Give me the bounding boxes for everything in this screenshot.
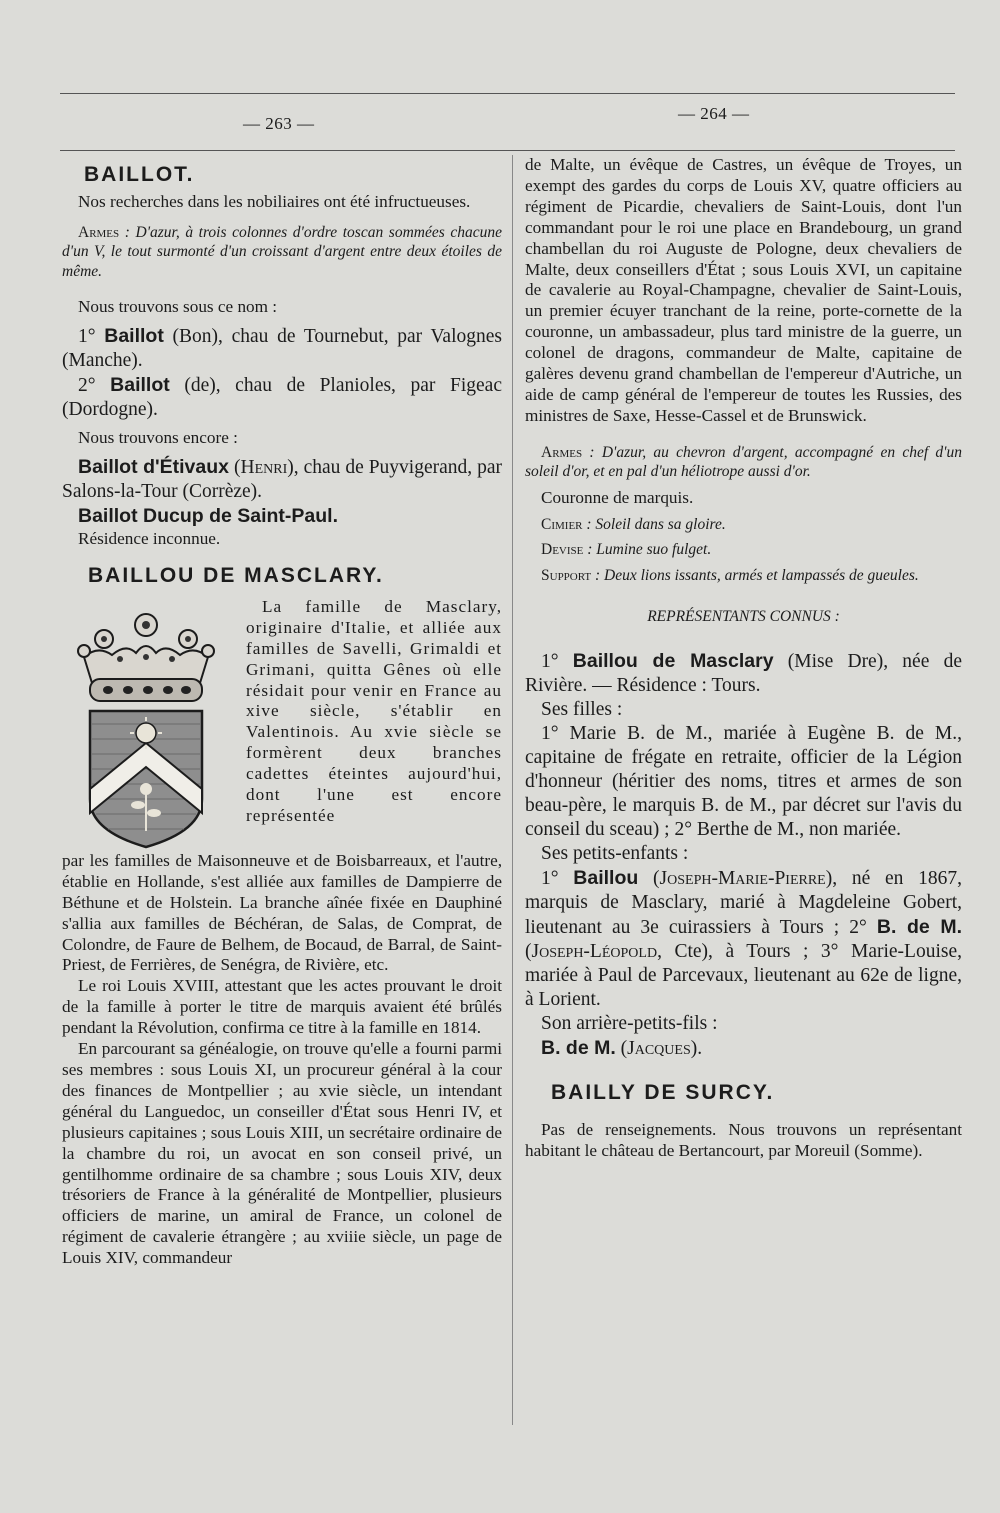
coat-of-arms-image	[62, 599, 240, 851]
heading-baillou: BAILLOU DE MASCLARY.	[88, 564, 384, 588]
baillot-found-2: Nous trouvons encore :	[78, 428, 238, 448]
baillou-para-1: La famille de Masclary, originaire d'Italie, et alliée aux familles de Savelli, Grimaldi et Grimani, quitta Gênes où elle résidait pour venir en France au xive siècle, s'établir en Valentinois. Au xvie siècle se formèrent deux branches cadettes éteintes aujourd'hui, dont l'une est encore représentée	[246, 596, 502, 825]
baillou-cimier: Cimier : Soleil dans sa gloire.	[541, 515, 726, 533]
heading-baillot: BAILLOT.	[84, 163, 195, 186]
representants-title: REPRÉSENTANTS CONNUS :	[647, 608, 840, 626]
baillot-intro: Nos recherches dans les nobiliaires ont été infructueuses.	[78, 191, 471, 211]
daughters-label: Ses filles :	[541, 698, 623, 720]
representant-1: 1° Baillou de Masclary (Mise Dre), née de Rivière. — Résidence : Tours.	[525, 649, 962, 696]
baillot-residence: Résidence inconnue.	[78, 529, 221, 549]
great-grandchild-label: Son arrière-petits-fils :	[541, 1012, 718, 1034]
baillot-entry-2: 2° Baillot (de), chau de Planioles, par Figeac (Dordogne).	[62, 374, 502, 421]
baillot-entry-1: 1° Baillot (Bon), chau de Tournebut, par Valognes (Manche).	[62, 325, 502, 372]
page-number-right: — 264 —	[678, 104, 750, 123]
baillot-entry-4: Baillot Ducup de Saint-Paul.	[78, 505, 339, 528]
heading-bailly-de-surcy: BAILLY DE SURCY.	[551, 1080, 775, 1104]
baillou-couronne: Couronne de marquis.	[541, 487, 694, 507]
surcy-text: Pas de renseignements. Nous trouvons un représentant habitant le château de Bertancourt, par Moreuil (Somme).	[525, 1119, 962, 1160]
great-grandchild-entry: B. de M. (Jacques).	[541, 1036, 703, 1059]
header-rule	[60, 150, 955, 151]
daughters-list: 1° Marie B. de M., mariée à Eugène B. de M., capitaine de frégate en retraite, officier de la Légion d'honneur (héritier des noms, titres et armes de son beau-père, le marquis B. de M., par décret sur l'avis du conseil du sceau) ; 2° Berthe de M., non mariée.	[525, 722, 962, 840]
grandchildren-list: 1° Baillou (Joseph-Marie-Pierre), né en 1867, marquis de Masclary, marié à Magdeleine Gobert, lieutenant au 3e cuirassiers à Tours ; 2° B. de M. (Joseph-Léopold, Cte), à Tours ; 3° Marie-Louise, mariée à Paul de Parcevaux, lieutenant au 62e de ligne, à Lorient.	[525, 866, 962, 1010]
baillou-para-3: En parcourant sa généalogie, on trouve qu'elle a fourni parmi ses membres : sous Louis XI, un procureur général à la cour des finances de Montpellier ; au xvie siècle, un intendant général du Languedoc, un conseiller d'État sous Henri IV, et plusieurs capitaines ; sous Louis XIII, un secrétaire ordinaire de la chambre du roi, un avocat en son conseil privé, un gentilhomme ordinaire de sa chambre ; sous Louis XIV, deux trésoriers de France à la généralité de Montpellier, plusieurs officiers de marine, un amiral de France, un colonel de régiment de cavalerie étrangère ; au xviiie siècle, un page de Louis XIV, commandeur	[62, 1039, 502, 1268]
grandchildren-label: Ses petits-enfants :	[541, 842, 689, 864]
top-rule	[60, 93, 955, 94]
baillou-para-3-cont: de Malte, un évêque de Castres, un évêque de Troyes, un exempt des gardes du corps de Louis XV, quatre officiers au régiment de Picardie, chevaliers de Saint-Louis, dont l'un commandant pour le roi une place en Brandebourg, un grand chambellan du roi Auguste de Pologne, deux chevaliers de Malte, deux conseillers d'État ; sous Louis XVI, un capitaine de cavalerie au Royal-Champagne, chevalier de Saint-Louis, un premier écuyer tranchant de la reine, porte-cornette de la couronne, un ambassadeur, plus tard ministre de la guerre, un colonel de dragons, commandeur de Malte, capitaine de galères devenu grand chambellan de l'empereur d'Autriche, un aide de camp général de l'empereur de toutes les Russies, des ministres de Saxe, Hesse-Cassel et de Brunswick.	[525, 155, 962, 425]
page-number-left: — 263 —	[243, 114, 315, 133]
baillou-para-2: Le roi Louis XVIII, attestant que les actes prouvant le droit de la famille à porter le titre de marquis avaient été brûlés pendant la Révolution, confirma ce titre à la famille en 1814.	[62, 976, 502, 1038]
baillou-devise: Devise : Lumine suo fulget.	[541, 541, 712, 559]
left-column	[62, 155, 502, 1269]
crest-paragraph	[62, 597, 502, 851]
baillot-entry-3: Baillot d'Étivaux (Henri), chau de Puyvigerand, par Salons-la-Tour (Corrèze).	[62, 456, 503, 503]
baillot-armes: Armes : D'azur, à trois colonnes d'ordre toscan sommées chacune d'un V, le tout surmonté d'un croissant d'argent entre deux étoiles de même.	[62, 223, 502, 280]
column-divider	[512, 155, 513, 1425]
baillou-para-1-cont: par les familles de Maisonneuve et de Boisbarreaux, et l'autre, établie en Hollande, s'est alliée aux familles de Dampierre de Béthune et de Holstein. La branche aînée fixée en Dauphiné s'allia aux familles de Béchéran, de Salas, de Comprat, de Colondre, de Faure de Belhem, de Bocaud, de Barral, de Saint-Priest, de Ferrières, de Senégra, de Rivière, etc.	[62, 850, 502, 975]
right-column	[525, 155, 962, 1161]
baillou-support: Support : Deux lions issants, armés et lampassés de gueules.	[541, 566, 919, 584]
baillot-found: Nous trouvons sous ce nom :	[78, 297, 278, 317]
baillou-armes: Armes : D'azur, au chevron d'argent, accompagné en chef d'un soleil d'or, et en pal d'un héliotrope aussi d'or.	[525, 443, 962, 481]
